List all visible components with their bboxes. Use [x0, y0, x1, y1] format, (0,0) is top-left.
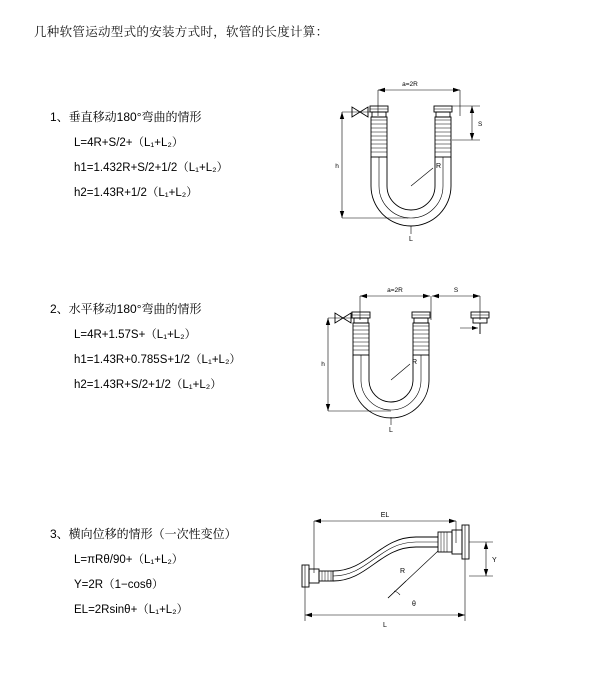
section-3-formula-1: L=πRθ/90+（L₁+L₂） — [74, 554, 184, 566]
section-3-formula-2: Y=2R（1−cosθ） — [74, 579, 164, 591]
figure-3-label-el: EL — [380, 512, 390, 519]
page-title: 几种软管运动型式的安装方式时，软管的长度计算： — [34, 25, 329, 39]
figure-1-label-h: h — [335, 163, 339, 170]
figure-2-horizontal-180-bend — [300, 276, 540, 456]
section-1-formula-1: L=4R+S/2+（L₁+L₂） — [74, 137, 184, 149]
figure-2-label-h: h — [321, 361, 325, 368]
figure-1-label-top-dim: a=2R — [402, 81, 418, 88]
section-1-title: 1、垂直移动180°弯曲的情形 — [50, 110, 202, 124]
section-1-formula-3: h2=1.43R+1/2（L₁+L₂） — [74, 187, 198, 199]
figure-3-drawing — [288, 503, 538, 643]
figure-2-label-r: R — [412, 359, 418, 366]
section-2-formula-3: h2=1.43R+S/2+1/2（L₁+L₂） — [74, 379, 222, 391]
figure-2-label-top-dim: a=2R — [387, 287, 403, 294]
figure-1-label-s: S — [478, 121, 483, 128]
figure-1-drawing — [300, 68, 530, 278]
section-2-formula-1: L=4R+1.57S+（L₁+L₂） — [74, 329, 197, 341]
figure-2-drawing — [300, 276, 540, 456]
figure-3-label-theta: θ — [412, 601, 416, 608]
section-2-title: 2、水平移动180°弯曲的情形 — [50, 302, 202, 316]
figure-2-label-top-dim2: S — [453, 287, 459, 294]
section-1-formula-2: h1=1.432R+S/2+1/2（L₁+L₂） — [74, 162, 229, 174]
figure-1-label-r: R — [436, 163, 442, 170]
figure-3-label-y: Y — [492, 557, 497, 564]
figure-3-lateral-offset — [288, 503, 538, 643]
section-2-text — [50, 300, 300, 401]
figure-3-label-r: R — [400, 568, 406, 575]
figure-1-label-l: L — [409, 236, 413, 243]
figure-1-vertical-180-bend — [300, 68, 530, 278]
figure-3-label-l: L — [383, 622, 387, 629]
section-3-formula-3: EL=2Rsinθ+（L₁+L₂） — [74, 604, 189, 616]
section-1-text — [50, 108, 300, 209]
section-3-text — [50, 525, 300, 626]
figure-2-label-l: L — [389, 427, 393, 434]
section-2-formula-2: h1=1.43R+0.785S+1/2（L₁+L₂） — [74, 354, 241, 366]
section-3-title: 3、横向位移的情形（一次性变位） — [50, 527, 237, 541]
